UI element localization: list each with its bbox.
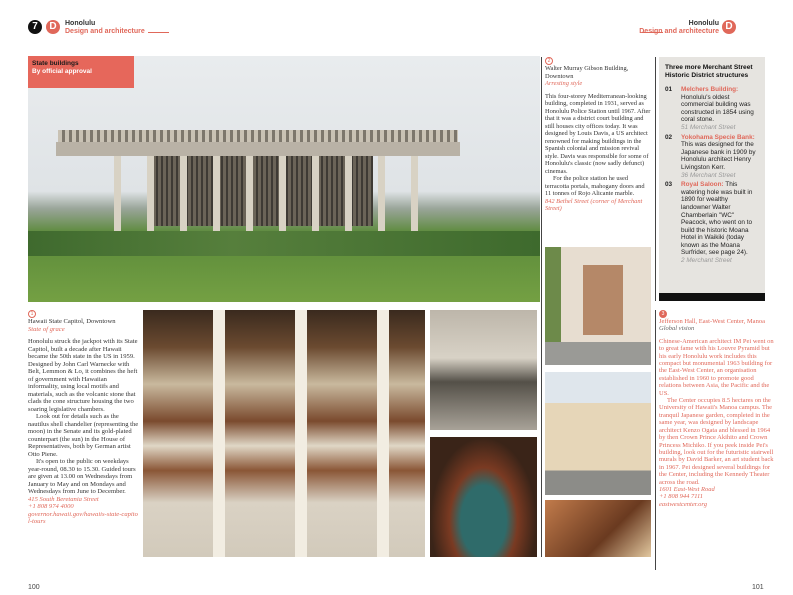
entry-tagline: State of grace [28, 325, 65, 333]
yokohama-bank-photo [545, 372, 651, 495]
entry-paragraph: This four-storey Mediterranean-looking building, completed in 1931, served as Honolulu Police Station until 1967. After that it was a district court building and still houses city offices today. It was designed by Louis Davis, a US architect renowned for making buildings in the Spanish colonial and mission revival style. Davis was responsible for some of Honolulu's classic (now sadly defunct) cinemas. [545, 92, 651, 175]
entry-paragraph: Chinese-American architect IM Pei went on to great fame with his Louvre Pyramid but his early Honolulu work includes this compact but monumental 1963 building for the East-West Center, an organisation established in 1960 to promote good relations between Asia, the Pacific and the US. [659, 337, 774, 397]
sidebar-item [665, 86, 759, 132]
header-city: Honolulu [65, 20, 96, 27]
entry-jefferson-hall [659, 310, 777, 508]
entry-phone: +1 808 944 7111 [659, 493, 704, 501]
header-section: Design and architecture [65, 28, 145, 35]
item-number: 01 [665, 86, 673, 93]
entry-paragraph: Look out for details such as the nautilus shell chandelier (representing the moon) in the Senate and its gold-plated counterpart (the sun) in the House of Representatives, both by German artist Otto Piene. [28, 413, 139, 458]
capitol-interior-photo [143, 310, 425, 557]
item-name: Melchers Building: [681, 86, 739, 93]
section-letter-badge: D [722, 20, 736, 34]
column-divider [541, 57, 542, 557]
item-text: This watering hole was built in 1890 for wealthy landowner Walter Chamberlain "WC" Peacock, who went on to build the historic Moana Hotel in Waikiki (today known as the Moana Surfrider, see page 24). [681, 181, 753, 257]
header-city: Honolulu [688, 20, 719, 27]
entry-address: 842 Bethel Street (corner of Merchant Street) [545, 197, 643, 212]
entry-number: 1 [28, 310, 36, 318]
entry-tagline: Arresting style [545, 80, 583, 87]
entry-title: Jefferson Hall, East-West Center, Manoa [659, 318, 765, 325]
header-section: Design and architecture [639, 28, 719, 35]
gibson-building-photo [545, 247, 651, 365]
sidebar-title: Three more Merchant Street Historic District structures [665, 64, 753, 79]
sidebar-panel [659, 57, 765, 293]
item-address: 2 Merchant Street [681, 257, 732, 265]
entry-paragraph: It's open to the public on weekdays year-round, 08.30 to 15.30. Guided tours are given at 13.00 on Wednesdays from January to May and on Mondays and Wednesdays from June to December. [28, 458, 136, 495]
merchant-street-sidebar [659, 57, 765, 301]
item-address: 51 Merchant Street [681, 123, 736, 131]
entry-title: Walter Murray Gibson Building, Downtown [545, 65, 629, 80]
entry-tagline: Global vision [659, 325, 695, 333]
entry-hawaii-state-capitol [28, 310, 139, 526]
entry-address: 415 South Beretania Street [28, 495, 99, 503]
header-rule [148, 32, 169, 33]
feature-subtitle: By official approval [32, 67, 92, 75]
section-letter-badge: D [46, 20, 60, 34]
item-name: Yokohama Specie Bank: [681, 133, 755, 141]
item-text: Honolulu's oldest commercial building was constructed in 1854 using coral stone. [681, 93, 754, 124]
item-number: 02 [665, 133, 673, 141]
item-name: Royal Saloon: [681, 181, 724, 189]
stairwell-mural-photo [545, 500, 651, 557]
entry-number: 2 [545, 57, 553, 65]
entry-address: 1601 East-West Road [659, 485, 715, 493]
entry-number: 3 [659, 310, 667, 318]
entry-gibson-building [545, 57, 651, 213]
feature-box [28, 56, 134, 88]
entry-paragraph: For the police station he used terracotta portals, mahogany doors and 11 tonnes of Rojo Alicante marble. [545, 175, 645, 197]
state-capitol-photo [28, 56, 540, 302]
item-number: 03 [665, 181, 673, 189]
capitol-courtyard-photo [430, 310, 537, 430]
page-number-left: 100 [28, 584, 40, 591]
entry-title: Hawaii State Capitol, Downtown [28, 318, 116, 325]
entry-paragraph: The Center occupies 8.5 hectares on the University of Hawaii's Manoa campus. The tranquil Japanese garden, completed in the same year, was designed by landscape architect Kenzo Ogata and blessed in 1964 by then Crown Prince Akihito and Crown Princess Michiko. If you peek inside Pei's building, look out for the futuristic stairwell murals by David Barker, an art student back in 1967. Pei designed several buildings for the Center, including the Kennedy Theater across the road. [659, 397, 774, 486]
entry-url[interactable]: governor.hawaii.gov/hawaiis-state-capitol-tours [28, 510, 138, 525]
sidebar-item [665, 181, 759, 265]
sidebar-bottom-bar [659, 293, 765, 301]
column-divider [655, 310, 656, 570]
feature-title: State buildings [32, 60, 79, 67]
item-address: 36 Merchant Street [681, 171, 736, 179]
item-text: This was designed for the Japanese bank in 1909 by Honolulu architect Henry Livingston Kerr. [681, 141, 756, 171]
chapter-number-badge: 7 [28, 20, 42, 34]
entry-url[interactable]: eastwestcenter.org [659, 500, 707, 508]
entry-paragraph: Honolulu struck the jackpot with its State Capitol, built a decade after Hawaii became the 50th state in the US in 1959. Designed by John Carl Warnecke with Belt, Lemmon & Lo, it combines the heft of government with Hawaiian informality, using local motifs and materials, such as the volcanic stone that clads the cone structure housing the two soaring legislative chambers. [28, 338, 138, 413]
sidebar-item [665, 134, 759, 180]
column-divider [655, 57, 656, 301]
senate-chamber-photo [430, 437, 537, 557]
page-number-right: 101 [752, 584, 764, 591]
entry-phone: +1 808 974 4000 [28, 503, 74, 510]
